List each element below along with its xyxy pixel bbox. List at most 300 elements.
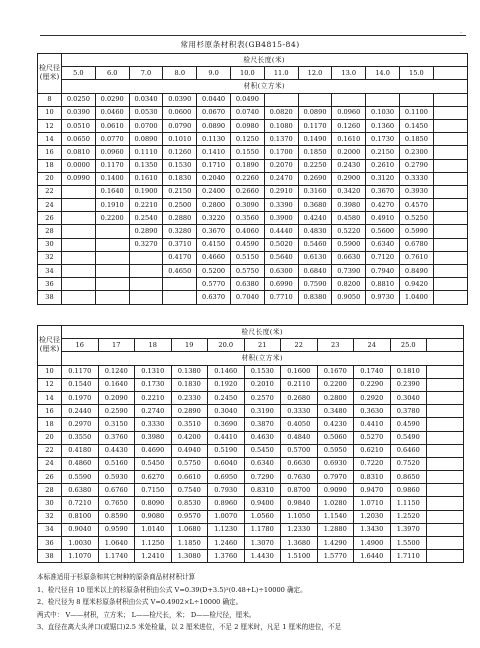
volume-cell: 0.1100	[399, 106, 433, 119]
diameter-cell: 26	[38, 212, 62, 225]
empty-cell	[433, 212, 467, 225]
empty-cell	[427, 471, 464, 484]
empty-cell	[433, 159, 467, 172]
volume-cell: 0.3630	[354, 405, 391, 418]
volume-cell: 0.3120	[366, 172, 400, 185]
volume-cell: 0.5930	[98, 471, 135, 484]
volume-label-row	[38, 80, 468, 93]
volume-cell: 0.3270	[129, 238, 163, 251]
lengths-row	[38, 339, 464, 352]
volume-cell: 0.1900	[129, 185, 163, 198]
table-row	[38, 391, 464, 404]
diameter-cell: 32	[38, 510, 62, 523]
volume-cell	[129, 251, 163, 264]
volume-cell	[62, 251, 96, 264]
volume-cell: 0.3870	[244, 418, 281, 431]
volume-cell: 1.3430	[354, 523, 391, 536]
length-cell: 16	[62, 339, 99, 352]
diameter-cell: 10	[38, 365, 62, 378]
empty-cell	[433, 278, 467, 291]
volume-cell: 0.4270	[366, 199, 400, 212]
volume-cell: 1.1850	[171, 537, 208, 550]
volume-cell: 0.7120	[366, 251, 400, 264]
volume-cell: 0.1030	[366, 106, 400, 119]
volume-cell: 0.1970	[62, 391, 99, 404]
volume-cell: 0.3900	[264, 212, 298, 225]
volume-cell: 0.8090	[135, 497, 172, 510]
empty-cell	[433, 199, 467, 212]
volume-cell: 0.2800	[317, 391, 354, 404]
volume-cell: 0.1350	[129, 159, 163, 172]
table-row	[38, 418, 464, 431]
volume-cell: 0.4240	[298, 212, 332, 225]
volume-cell: 1.0070	[208, 510, 245, 523]
volume-cell: 0.0890	[197, 119, 231, 132]
volume-cell: 0.3550	[62, 431, 99, 444]
volume-cell: 0.2450	[208, 391, 245, 404]
volume-cell: 0.0460	[95, 106, 129, 119]
header-row	[38, 54, 468, 67]
diameter-cell: 24	[38, 199, 62, 212]
lengths-row	[38, 67, 468, 80]
volume-cell: 1.5500	[390, 537, 427, 550]
volume-cell: 0.7220	[354, 457, 391, 470]
volume-cell: 1.3680	[281, 537, 318, 550]
volume-cell	[366, 93, 400, 106]
diameter-cell: 36	[38, 537, 62, 550]
note-line: 本标准适用于杉原条和其它树种的原条商品材材积计算	[37, 573, 196, 581]
volume-cell: 0.6210	[354, 444, 391, 457]
volume-cell: 0.4230	[317, 418, 354, 431]
empty-cell	[427, 523, 464, 536]
empty-cell	[427, 431, 464, 444]
table-row	[38, 106, 468, 119]
volume-cell: 0.8530	[171, 497, 208, 510]
empty-cell	[427, 365, 464, 378]
table-row	[38, 457, 464, 470]
length-cell: 9.0	[197, 67, 231, 80]
volume-cell: 0.1730	[366, 133, 400, 146]
volume-cell: 0.1730	[135, 378, 172, 391]
volume-cell: 0.2890	[171, 405, 208, 418]
volume-cell: 0.1850	[399, 133, 433, 146]
volume-cell: 0.2110	[281, 378, 318, 391]
volume-cell: 0.2290	[354, 378, 391, 391]
volume-cell: 0.1830	[171, 378, 208, 391]
volume-cell: 1.2460	[208, 537, 245, 550]
volume-cell: 0.5590	[62, 471, 99, 484]
volume-cell: 1.3760	[208, 550, 245, 563]
volume-cell: 0.1640	[95, 185, 129, 198]
top-rule	[40, 35, 466, 36]
length-header: 检尺长度(米)	[62, 326, 464, 339]
volume-cell: 0.2540	[129, 212, 163, 225]
diameter-cell: 22	[38, 444, 62, 457]
volume-cell: 0.4650	[163, 265, 197, 278]
volume-cell: 0.0340	[129, 93, 163, 106]
length-cell: 5.0	[62, 67, 96, 80]
volume-cell: 0.3680	[298, 199, 332, 212]
table-row	[38, 431, 464, 444]
length-cell: 25.0	[390, 339, 427, 352]
volume-cell: 0.2430	[332, 159, 366, 172]
volume-cell	[264, 93, 298, 106]
volume-cell: 0.1670	[317, 365, 354, 378]
diameter-cell: 18	[38, 418, 62, 431]
length-cell: 13.0	[332, 67, 366, 80]
table-row	[38, 93, 468, 106]
volume-cell: 0.8960	[208, 497, 245, 510]
diameter-header: 检尺径(厘米)	[38, 326, 62, 366]
volume-cell: 1.1150	[390, 497, 427, 510]
volume-cell: 0.1170	[298, 119, 332, 132]
volume-cell: 0.1850	[298, 146, 332, 159]
length-cell: 8.0	[163, 67, 197, 80]
volume-cell: 0.1530	[244, 365, 281, 378]
volume-cell: 0.1460	[208, 365, 245, 378]
table-row	[38, 497, 464, 510]
volume-cell: 0.1130	[197, 133, 231, 146]
volume-cell: 0.7040	[230, 291, 264, 304]
volume-cell: 0.2300	[399, 146, 433, 159]
volume-cell: 0.6630	[332, 251, 366, 264]
volume-cell: 0.5640	[264, 251, 298, 264]
volume-cell: 0.2590	[98, 405, 135, 418]
volume-cell: 0.2330	[171, 391, 208, 404]
volume-cell: 0.4940	[171, 444, 208, 457]
volume-cell: 0.3670	[366, 185, 400, 198]
volume-cell: 0.4170	[163, 251, 197, 264]
volume-cell: 0.1260	[332, 119, 366, 132]
table-row	[38, 238, 468, 251]
volume-cell	[95, 251, 129, 264]
volume-cell: 0.0440	[197, 93, 231, 106]
volume-cell: 0.1700	[264, 146, 298, 159]
volume-cell: 1.0560	[244, 510, 281, 523]
volume-cell: 0.8310	[354, 471, 391, 484]
volume-cell: 1.5100	[281, 550, 318, 563]
volume-cell: 0.4430	[98, 444, 135, 457]
empty-cell	[433, 172, 467, 185]
volume-cell: 0.1490	[298, 133, 332, 146]
volume-cell	[95, 291, 129, 304]
diameter-cell: 16	[38, 146, 62, 159]
empty-cell	[433, 291, 467, 304]
empty-cell	[427, 497, 464, 510]
volume-cell: 0.6380	[62, 484, 99, 497]
diameter-cell: 34	[38, 523, 62, 536]
volume-cell: 0.0810	[62, 146, 96, 159]
volume-cell: 0.5600	[366, 225, 400, 238]
diameter-cell: 18	[38, 159, 62, 172]
volume-cell: 0.2150	[366, 146, 400, 159]
empty-cell	[433, 265, 467, 278]
volume-cell: 0.0890	[298, 106, 332, 119]
corner-mark: ·	[460, 30, 462, 37]
document-title: 常用杉原条材积表(GB4815-84)	[180, 40, 300, 49]
volume-cell: 0.8650	[390, 471, 427, 484]
volume-cell: 0.3980	[135, 431, 172, 444]
volume-cell: 1.1230	[208, 523, 245, 536]
table-row	[38, 225, 468, 238]
volume-cell: 0.0390	[62, 106, 96, 119]
note-line: 1、检尺径自 10 厘米以上的杉原条材积由公式 V=0.39(D+3.5)²(0.48+L)÷10000 确定。	[37, 585, 307, 594]
volume-cell	[62, 265, 96, 278]
volume-cell: 0.2920	[354, 391, 391, 404]
volume-cell: 0.4440	[264, 225, 298, 238]
volume-cell: 0.0530	[129, 106, 163, 119]
empty-cell	[427, 405, 464, 418]
table-row	[38, 146, 468, 159]
volume-cell: 0.1380	[171, 365, 208, 378]
volume-cell: 0.9400	[244, 497, 281, 510]
volume-cell: 0.0610	[95, 119, 129, 132]
diameter-cell: 20	[38, 431, 62, 444]
volume-cell: 1.2880	[317, 523, 354, 536]
volume-cell: 0.2040	[197, 172, 231, 185]
volume-cell: 0.1310	[135, 365, 172, 378]
volume-cell: 0.6300	[264, 265, 298, 278]
volume-cell: 0.3160	[298, 185, 332, 198]
volume-cell: 0.1250	[230, 133, 264, 146]
volume-cell: 0.1360	[366, 119, 400, 132]
volume-cell: 0.5750	[230, 265, 264, 278]
volume-cell: 0.4150	[197, 238, 231, 251]
length-cell: 18	[135, 339, 172, 352]
table-row	[38, 444, 464, 457]
volume-cell: 0.3190	[244, 405, 281, 418]
table-row	[38, 523, 464, 536]
length-cell: 23	[317, 339, 354, 352]
volume-cell: 0.9570	[171, 510, 208, 523]
volume-cell: 1.6440	[354, 550, 391, 563]
empty-cell	[433, 67, 467, 80]
volume-cell: 0.4050	[281, 418, 318, 431]
length-cell: 17	[98, 339, 135, 352]
volume-cell: 0.6040	[208, 457, 245, 470]
volume-cell: 0.6460	[390, 444, 427, 457]
volume-cell: 0.7710	[264, 291, 298, 304]
volume-cell: 0.5450	[135, 457, 172, 470]
empty-cell	[427, 418, 464, 431]
volume-cell: 0.4570	[399, 199, 433, 212]
empty-cell	[427, 391, 464, 404]
volume-cell: 0.2740	[135, 405, 172, 418]
notes-section	[37, 571, 477, 634]
volume-header: 材积(立方米)	[62, 352, 464, 365]
volume-cell: 0.2010	[244, 378, 281, 391]
volume-cell	[163, 291, 197, 304]
volume-cell: 0.6630	[281, 457, 318, 470]
volume-cell: 1.0640	[98, 537, 135, 550]
volume-cell: 0.1740	[354, 365, 391, 378]
volume-cell	[62, 225, 96, 238]
length-cell: 19	[171, 339, 208, 352]
volume-cell: 0.0960	[95, 146, 129, 159]
volume-cell: 0.0740	[230, 106, 264, 119]
volume-cell	[129, 265, 163, 278]
volume-cell: 1.4430	[244, 550, 281, 563]
volume-label-row	[38, 352, 464, 365]
diameter-cell: 12	[38, 378, 62, 391]
volume-cell: 1.0710	[354, 497, 391, 510]
length-cell: 15.0	[399, 67, 433, 80]
volume-cell: 1.0030	[62, 537, 99, 550]
length-cell: 10.0	[230, 67, 264, 80]
volume-cell: 0.6270	[135, 471, 172, 484]
volume-cell: 0.3330	[399, 172, 433, 185]
volume-cell: 0.7940	[366, 265, 400, 278]
volume-cell: 0.7390	[332, 265, 366, 278]
volume-header: 材积(立方米)	[62, 80, 468, 93]
volume-cell: 0.5700	[281, 444, 318, 457]
volume-cell: 0.2440	[62, 405, 99, 418]
volume-cell: 0.4840	[281, 431, 318, 444]
volume-cell: 0.1370	[264, 133, 298, 146]
table-row	[38, 405, 464, 418]
volume-cell: 0.5150	[230, 251, 264, 264]
volume-cell	[62, 291, 96, 304]
volume-cell: 0.8810	[366, 278, 400, 291]
volume-cell: 0.0250	[62, 93, 96, 106]
diameter-cell: 36	[38, 278, 62, 291]
volume-cell: 0.3930	[399, 185, 433, 198]
volume-cell: 0.5220	[332, 225, 366, 238]
volume-cell	[95, 265, 129, 278]
volume-cell: 0.3390	[264, 199, 298, 212]
volume-cell: 0.3510	[171, 418, 208, 431]
volume-cell: 0.0700	[129, 119, 163, 132]
volume-cell: 0.3690	[208, 418, 245, 431]
empty-cell	[433, 133, 467, 146]
empty-cell	[427, 378, 464, 391]
volume-cell: 0.2680	[281, 391, 318, 404]
diameter-cell: 10	[38, 106, 62, 119]
volume-cell: 1.2330	[281, 523, 318, 536]
volume-cell: 0.3040	[208, 405, 245, 418]
volume-cell: 0.4410	[208, 431, 245, 444]
volume-cell: 0.0490	[230, 93, 264, 106]
volume-cell: 0.1110	[129, 146, 163, 159]
empty-cell	[427, 510, 464, 523]
header-row	[38, 326, 464, 339]
volume-cell: 0.8100	[62, 510, 99, 523]
volume-cell: 0.9590	[98, 523, 135, 536]
table-row	[38, 251, 468, 264]
volume-cell: 0.0770	[95, 133, 129, 146]
volume-cell: 0.0670	[197, 106, 231, 119]
volume-cell: 0.0600	[163, 106, 197, 119]
volume-cell: 0.9730	[366, 291, 400, 304]
volume-cell: 0.7970	[317, 471, 354, 484]
volume-cell	[129, 278, 163, 291]
volume-cell: 0.8380	[298, 291, 332, 304]
volume-cell: 0.7150	[135, 484, 172, 497]
volume-cell: 0.4410	[354, 418, 391, 431]
diameter-cell: 30	[38, 497, 62, 510]
volume-cell: 0.2390	[390, 378, 427, 391]
length-cell: 24	[354, 339, 391, 352]
volume-cell: 0.3710	[163, 238, 197, 251]
volume-cell: 0.4910	[366, 212, 400, 225]
diameter-cell: 34	[38, 265, 62, 278]
volume-cell: 0.3560	[230, 212, 264, 225]
volume-cell	[163, 278, 197, 291]
volume-cell: 0.0000	[62, 159, 96, 172]
volume-cell: 0.1450	[399, 119, 433, 132]
table-row	[38, 537, 464, 550]
volume-cell: 0.0990	[62, 172, 96, 185]
volume-cell: 0.2900	[332, 172, 366, 185]
volume-cell: 0.1600	[281, 365, 318, 378]
length-cell: 21	[244, 339, 281, 352]
volume-cell: 0.5270	[354, 431, 391, 444]
volume-cell: 0.2500	[163, 199, 197, 212]
volume-cell: 0.5190	[208, 444, 245, 457]
length-cell: 22	[281, 339, 318, 352]
volume-cell: 1.4900	[354, 537, 391, 550]
volume-cell: 0.2690	[298, 172, 332, 185]
volume-cell: 0.2200	[317, 378, 354, 391]
volume-cell: 0.2570	[244, 391, 281, 404]
empty-cell	[433, 93, 467, 106]
volume-cell: 0.1170	[62, 365, 99, 378]
volume-cell: 0.2470	[264, 172, 298, 185]
volume-cell: 0.1610	[332, 133, 366, 146]
empty-cell	[433, 106, 467, 119]
volume-cell: 0.5200	[197, 265, 231, 278]
volume-cell: 1.1740	[98, 550, 135, 563]
table-row	[38, 185, 468, 198]
diameter-cell: 14	[38, 391, 62, 404]
volume-cell: 0.1550	[230, 146, 264, 159]
volume-cell: 1.0140	[135, 523, 172, 536]
volume-cell: 0.2210	[135, 391, 172, 404]
volume-cell: 0.5160	[98, 457, 135, 470]
length-cell: 20.0	[208, 339, 245, 352]
empty-cell	[433, 185, 467, 198]
diameter-cell: 16	[38, 405, 62, 418]
volume-cell: 0.5770	[197, 278, 231, 291]
volume-cell: 0.2800	[197, 199, 231, 212]
empty-cell	[433, 225, 467, 238]
note-line: 两式中： V——材积，立方米； L——检尺长，米； D——检尺径，厘米。	[37, 610, 256, 619]
volume-cell: 0.0820	[264, 106, 298, 119]
volume-cell: 0.1170	[95, 159, 129, 172]
volume-cell: 0.5750	[171, 457, 208, 470]
volume-cell: 0.1080	[264, 119, 298, 132]
table-row	[38, 550, 464, 563]
diameter-cell: 12	[38, 119, 62, 132]
length-header: 检尺长度(米)	[62, 54, 468, 67]
volume-cell: 0.9420	[399, 278, 433, 291]
volume-cell: 0.5490	[390, 431, 427, 444]
volume-cell: 0.1610	[129, 172, 163, 185]
volume-cell: 0.2790	[399, 159, 433, 172]
volume-cell: 0.2090	[98, 391, 135, 404]
volume-cell: 0.0890	[129, 133, 163, 146]
volume-cell: 0.2070	[264, 159, 298, 172]
volume-cell: 1.2410	[135, 550, 172, 563]
table-row	[38, 265, 468, 278]
volume-cell: 1.5770	[317, 550, 354, 563]
volume-cell: 0.4830	[298, 225, 332, 238]
volume-cell: 0.0510	[62, 119, 96, 132]
volume-cell: 0.5950	[317, 444, 354, 457]
volume-cell: 0.7290	[244, 471, 281, 484]
volume-cell: 0.9860	[390, 484, 427, 497]
diameter-cell: 28	[38, 484, 62, 497]
